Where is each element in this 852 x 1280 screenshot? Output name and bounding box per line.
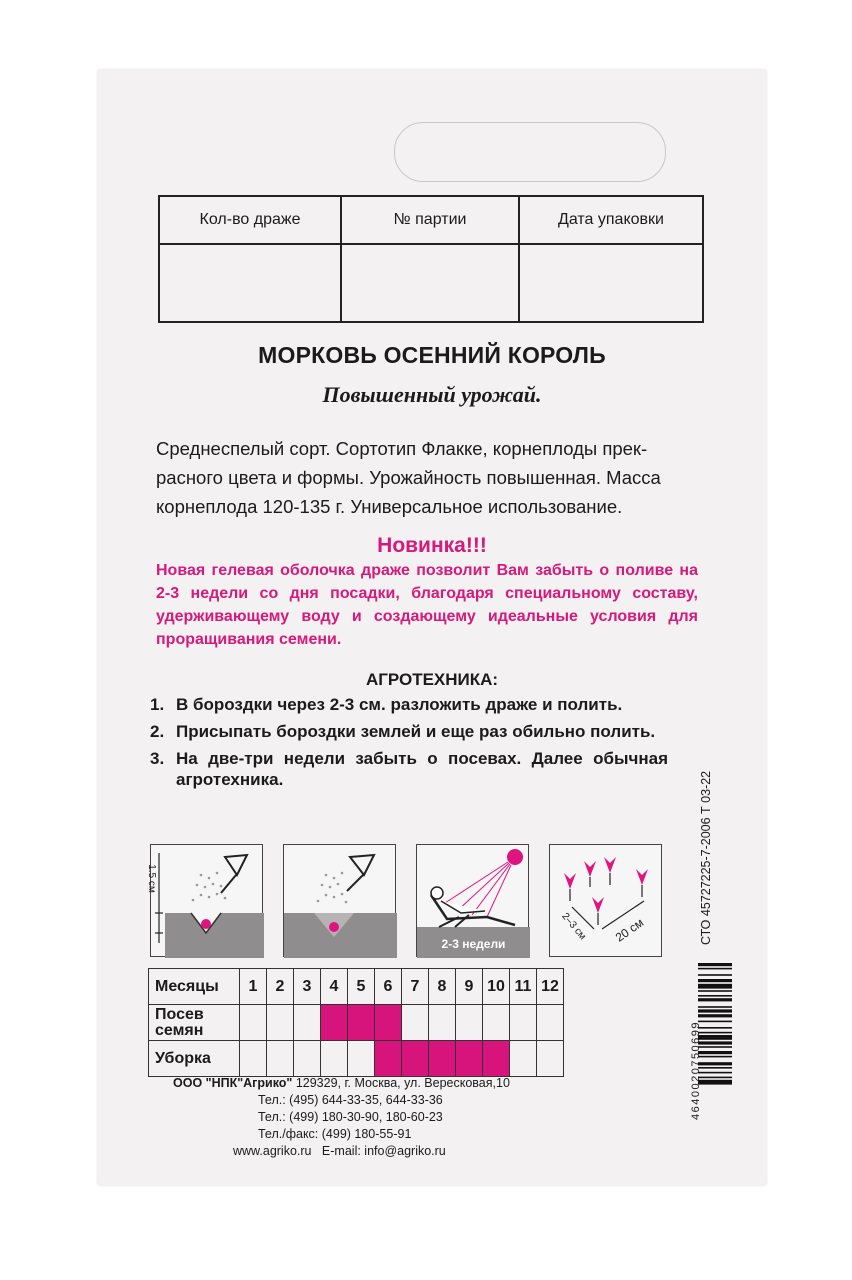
- barcode-bar: [698, 968, 732, 970]
- product-title: МОРКОВЬ ОСЕННИЙ КОРОЛЬ: [258, 342, 606, 368]
- month-cell: [429, 1005, 456, 1041]
- month-cell: [483, 1005, 510, 1041]
- month-cell: [240, 1041, 267, 1077]
- month-cell: 5: [348, 969, 375, 1005]
- barcode-bar: [698, 1009, 732, 1012]
- barcode-bar: [698, 1041, 732, 1044]
- month-cell: 6: [375, 969, 402, 1005]
- spacing-pictogram: [549, 844, 662, 957]
- step-number: 2.: [150, 722, 165, 741]
- description-line: расного цвета и формы. Урожайность повышенная. Масса: [156, 467, 661, 488]
- barcode-bar: [698, 1051, 732, 1054]
- sowing-label: [149, 1005, 240, 1041]
- step-number: 1.: [150, 695, 165, 714]
- novelty-heading: Новинка!!!: [377, 534, 487, 557]
- website: www.agriko.ru: [233, 1144, 312, 1158]
- barcode-bar: [698, 998, 732, 1001]
- month-cell: 7: [402, 969, 429, 1005]
- barcode-bar: [698, 1027, 732, 1029]
- month-cell: 4: [321, 969, 348, 1005]
- product-subtitle: Повышенный урожай.: [322, 382, 542, 407]
- sowing-row: [149, 1005, 564, 1041]
- barcode-bar: [698, 984, 732, 989]
- header-quantity: Кол-во драже: [160, 197, 342, 245]
- month-cell: [456, 1041, 483, 1077]
- barcode-bar: [698, 1032, 732, 1034]
- months-row: [149, 969, 564, 1005]
- spacing-row-label: 2–3 см: [559, 910, 588, 943]
- month-cell: [321, 1005, 348, 1041]
- company-name: ООО "НПК"Агрико": [173, 1076, 293, 1090]
- spacing-between-label: 20 см: [612, 915, 647, 945]
- standard-code: СТО 45727225-7-2006 Т 03-22: [699, 770, 713, 945]
- barcode-number: 4640020750699: [690, 1020, 702, 1120]
- cell-batch: [342, 245, 520, 321]
- month-cell: [267, 1041, 294, 1077]
- barcode-bar: [698, 1056, 732, 1058]
- depth-label: 1.5 см: [145, 864, 157, 893]
- months-label: Месяцы: [149, 969, 240, 1005]
- barcode-bar: [698, 974, 732, 976]
- step-text: На две-три недели забыть о посевах. Далее обычная агротехника.: [176, 749, 668, 789]
- email: E-mail: info@agriko.ru: [321, 1144, 446, 1158]
- cell-quantity: [160, 245, 342, 321]
- agrotech-heading: АГРОТЕХНИКА:: [365, 670, 499, 689]
- description-line: корнеплода 120-135 г. Универсальное использование.: [156, 496, 623, 517]
- barcode-bar: [698, 1046, 732, 1048]
- header-batch: № партии: [342, 197, 520, 245]
- month-cell: [537, 1005, 564, 1041]
- month-cell: [510, 1041, 537, 1077]
- phone-2: Тел.: (499) 180-30-90, 180-60-23: [258, 1110, 443, 1124]
- step-item: [150, 721, 668, 742]
- month-cell: [321, 1041, 348, 1077]
- barcode-bar: [698, 1072, 732, 1074]
- barcode-bar: [698, 1021, 732, 1023]
- month-cell: [375, 1041, 402, 1077]
- description-line: Среднеспелый сорт. Сортотип Флакке, корнеплоды прек-: [156, 438, 648, 459]
- hang-hole: [394, 122, 666, 182]
- barcode-bar: [698, 995, 732, 997]
- harvest-label: Уборка: [149, 1041, 240, 1077]
- month-cell: [294, 1005, 321, 1041]
- barcode-bar: [698, 1062, 732, 1065]
- novelty-text: Новая гелевая оболочка драже позволит Вам забыть о поливе на 2-3 недели со дня посадки, благодаря специальному составу, удерживающему воду и создающему идеальные условия для проращивания семени.: [156, 562, 698, 648]
- header-pack-date: Дата упаковки: [520, 197, 702, 245]
- month-cell: 9: [456, 969, 483, 1005]
- month-cell: [402, 1005, 429, 1041]
- month-cell: [429, 1041, 456, 1077]
- month-cell: [294, 1041, 321, 1077]
- month-cell: 11: [510, 969, 537, 1005]
- barcode-bar: [698, 1067, 732, 1069]
- sowing-label-line: Посев: [155, 1005, 204, 1023]
- month-cell: 12: [537, 969, 564, 1005]
- barcode-bar: [698, 1006, 732, 1008]
- description: [156, 434, 696, 521]
- barcode-bar: [698, 1077, 732, 1079]
- barcode: [698, 963, 732, 1125]
- month-cell: [537, 1041, 564, 1077]
- resting-pictogram: [416, 844, 529, 957]
- month-cell: [267, 1005, 294, 1041]
- sowing-calendar: [148, 968, 564, 1077]
- barcode-bar: [698, 1014, 732, 1017]
- barcode-bar: [698, 990, 732, 992]
- month-cell: [348, 1041, 375, 1077]
- month-cell: [402, 1041, 429, 1077]
- planting-pictograms: [145, 844, 720, 960]
- month-cell: 2: [267, 969, 294, 1005]
- step-number: 3.: [150, 749, 165, 768]
- barcode-bar: [698, 963, 732, 966]
- packing-info-table: [158, 195, 704, 323]
- barcode-bar: [698, 1080, 732, 1085]
- barcode-bar: [698, 979, 732, 982]
- seed-packet: [98, 70, 766, 1185]
- watering-pictogram: [283, 844, 396, 957]
- month-cell: 3: [294, 969, 321, 1005]
- company-address: 129329, г. Москва, ул. Вересковая,10: [295, 1076, 510, 1090]
- contacts: [173, 1075, 510, 1160]
- month-cell: [348, 1005, 375, 1041]
- month-cell: 1: [240, 969, 267, 1005]
- month-cell: [375, 1005, 402, 1041]
- cell-pack-date: [520, 245, 702, 321]
- step-item: [150, 694, 668, 715]
- month-cell: [510, 1005, 537, 1041]
- step-item: [150, 748, 668, 790]
- barcode-bar: [698, 1035, 732, 1040]
- sowing-label-line: семян: [155, 1021, 204, 1039]
- agrotech-steps: [150, 694, 668, 796]
- phone-1: Тел.: (495) 644-33-35, 644-33-36: [258, 1093, 443, 1107]
- month-cell: 8: [429, 969, 456, 1005]
- month-cell: 10: [483, 969, 510, 1005]
- step-text: Присыпать бороздки землей и еще раз обильно полить.: [176, 722, 656, 741]
- month-cell: [456, 1005, 483, 1041]
- weeks-label: 2-3 недели: [441, 937, 506, 951]
- month-cell: [483, 1041, 510, 1077]
- month-cell: [240, 1005, 267, 1041]
- step-text: В бороздки через 2-3 см. разложить драже и полить.: [176, 695, 623, 714]
- harvest-row: [149, 1041, 564, 1077]
- fax: Тел./факс: (499) 180-55-91: [258, 1127, 412, 1141]
- sowing-depth-pictogram: [145, 844, 263, 957]
